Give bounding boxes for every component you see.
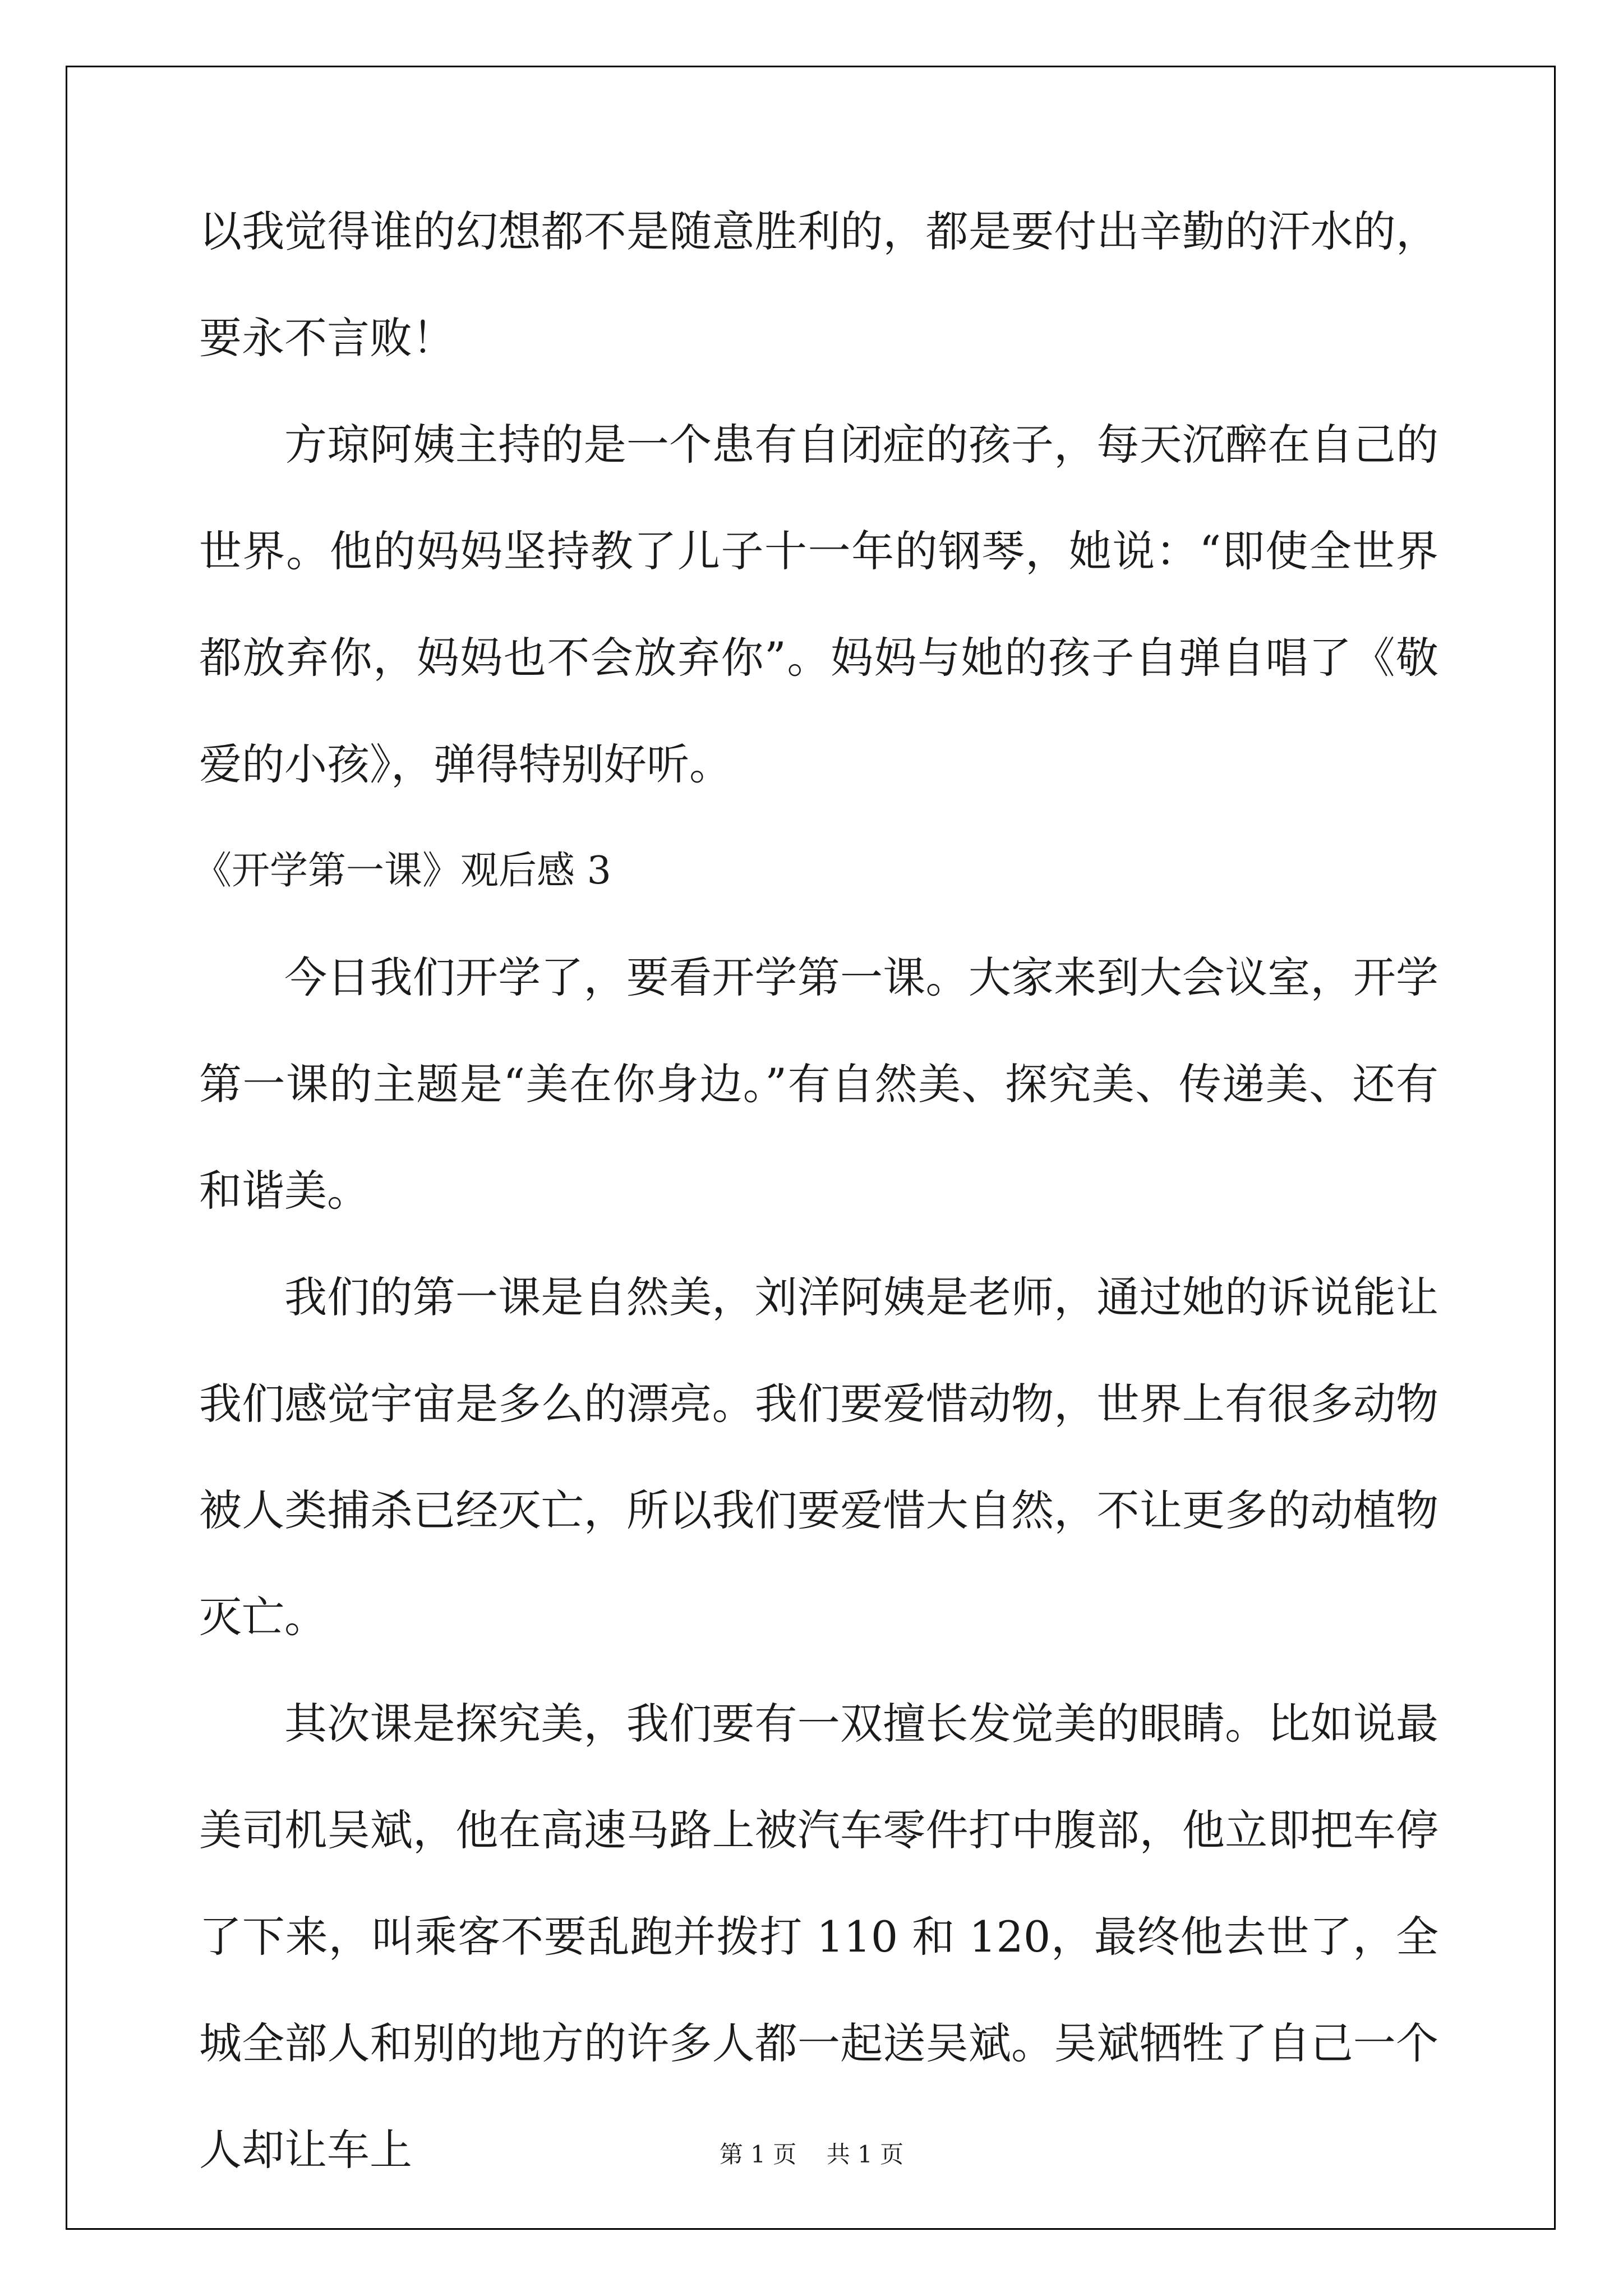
paragraph: 今日我们开学了，要看开学第一课。大家来到大会议室，开学第一课的主题是“美在你身边。”有自然美、探究美、传递美、还有和谐美。: [199, 953, 1438, 1216]
section-heading: 《开学第一课》观后感 3: [193, 849, 611, 893]
paragraph: 我们的第一课是自然美，刘洋阿姨是老师，通过她的诉说能让我们感觉宇宙是多么的漂亮。我们要爱惜动物，世界上有很多动物被人类捕杀已经灭亡，所以我们要爱惜大自然，不让更多的动植物灭亡。: [199, 1272, 1438, 1642]
page-footer: 第 1 页 共 1 页: [719, 2141, 904, 2168]
paragraph: 以我觉得谁的幻想都不是随意胜利的，都是要付出辛勤的汗水的，要永不言败！: [199, 206, 1438, 363]
paragraph: 其次课是探究美，我们要有一双擅长发觉美的眼睛。比如说最美司机吴斌，他在高速马路上被汽车零件打中腹部，他立即把车停了下来，叫乘客不要乱跑并拨打 110 和 120，最终他去世了，全城全部人和别的地方的许多人都一起送吴斌。吴斌牺牲了自己一个人却让车上: [199, 1699, 1438, 2175]
document-body: [193, 178, 1438, 2203]
paragraph: 方琼阿姨主持的是一个患有自闭症的孩子，每天沉醉在自己的世界。他的妈妈坚持教了儿子十一年的钢琴，她说：“即使全世界都放弃你，妈妈也不会放弃你”。妈妈与她的孩子自弹自唱了《敬爱的小孩》，弹得特别好听。: [199, 420, 1438, 789]
